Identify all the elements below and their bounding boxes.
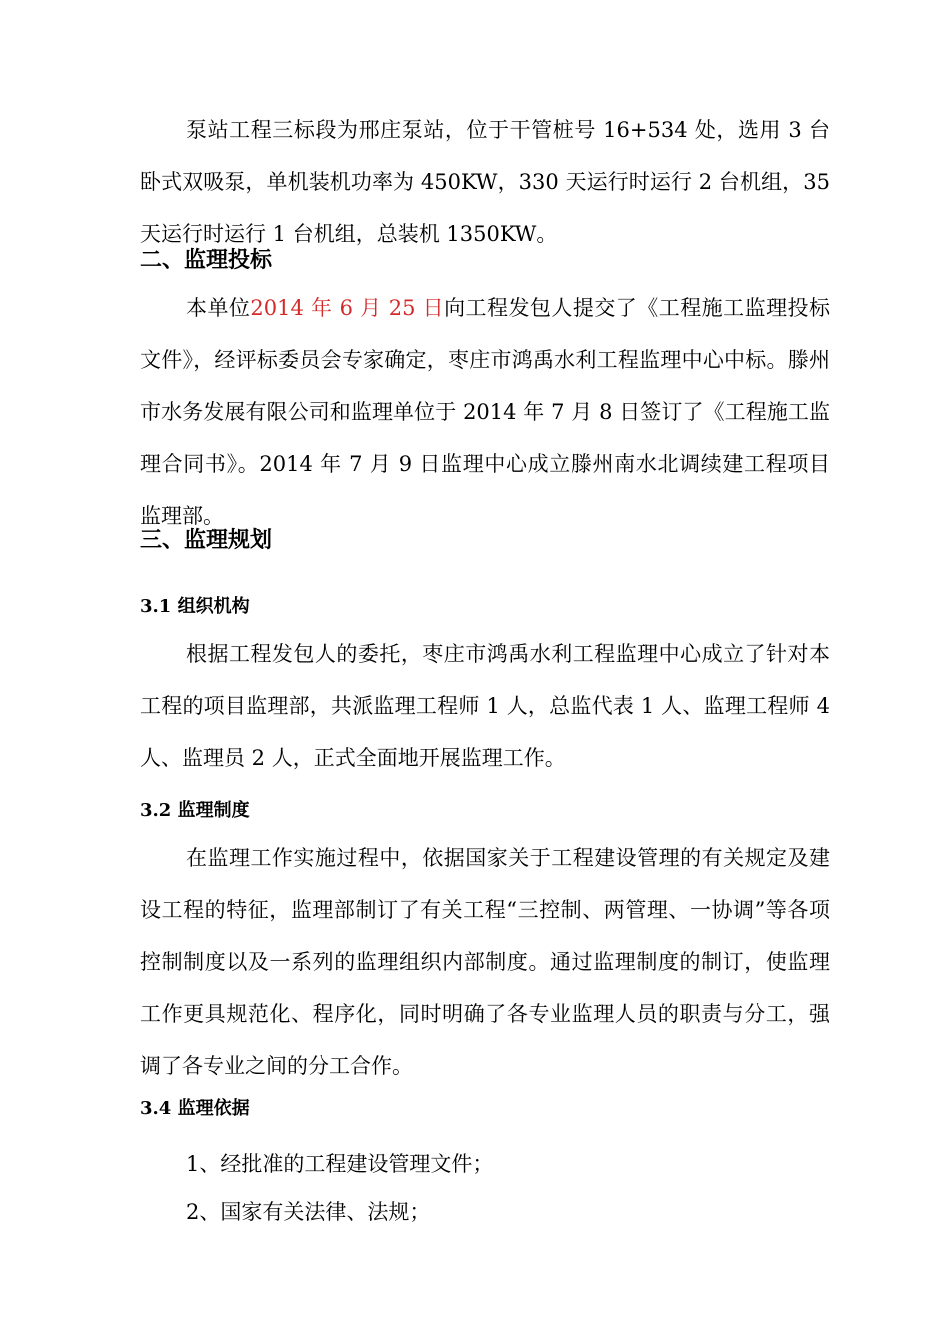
section-3-heading: 三、监理规划: [140, 527, 273, 553]
subsection-3-4-heading: 3.4 监理依据: [140, 1098, 250, 1119]
subsection-3-1-heading: 3.1 组织机构: [140, 596, 250, 617]
section-2-heading: 二、监理投标: [140, 247, 273, 273]
bid-date-highlight: 2014 年 6 月 25 日: [250, 296, 445, 320]
subsection-3-2-paragraph: 在监理工作实施过程中，依据国家关于工程建设管理的有关规定及建设工程的特征，监理部制订了有关工程“三控制、两管理、一协调”等各项控制制度以及一系列的监理组织内部制度。通过监理制度的制订，使监理工作更具规范化、程序化，同时明确了各专业监理人员的职责与分工，强调了各专业之间的分工合作。: [140, 846, 830, 1078]
section-2-rest: 向工程发包人提交了《工程施工监理投标文件》，经评标委员会专家确定，枣庄市鸿禹水利工程监理中心中标。滕州市水务发展有限公司和监理单位于 2014 年 7 月 8 日签订了《工程施工监理合同书》。2014 年 7 月 9 日监理中心成立滕州南水北调续建工程项目监理部。: [140, 296, 831, 528]
section-2-prefix: 本单位: [186, 296, 251, 320]
basis-list-item: 2、国家有关法律、法规；: [186, 1200, 431, 1224]
subsection-3-1-paragraph: 根据工程发包人的委托，枣庄市鸿禹水利工程监理中心成立了针对本工程的项目监理部，共派监理工程师 1 人，总监代表 1 人、监理工程师 4 人、监理员 2 人，正式全面地开展监理工作。: [140, 642, 830, 770]
intro-paragraph: 泵站工程三标段为邢庄泵站，位于干管桩号 16+534 处，选用 3 台卧式双吸泵，单机装机功率为 450KW，330 天运行时运行 2 台机组，35 天运行时运行 1 台机组，总装机 1350KW。: [140, 118, 830, 246]
section-2-paragraph: [140, 282, 830, 542]
subsection-3-2-heading: 3.2 监理制度: [140, 800, 250, 821]
basis-list-item: 1、经批准的工程建设管理文件；: [186, 1152, 494, 1176]
